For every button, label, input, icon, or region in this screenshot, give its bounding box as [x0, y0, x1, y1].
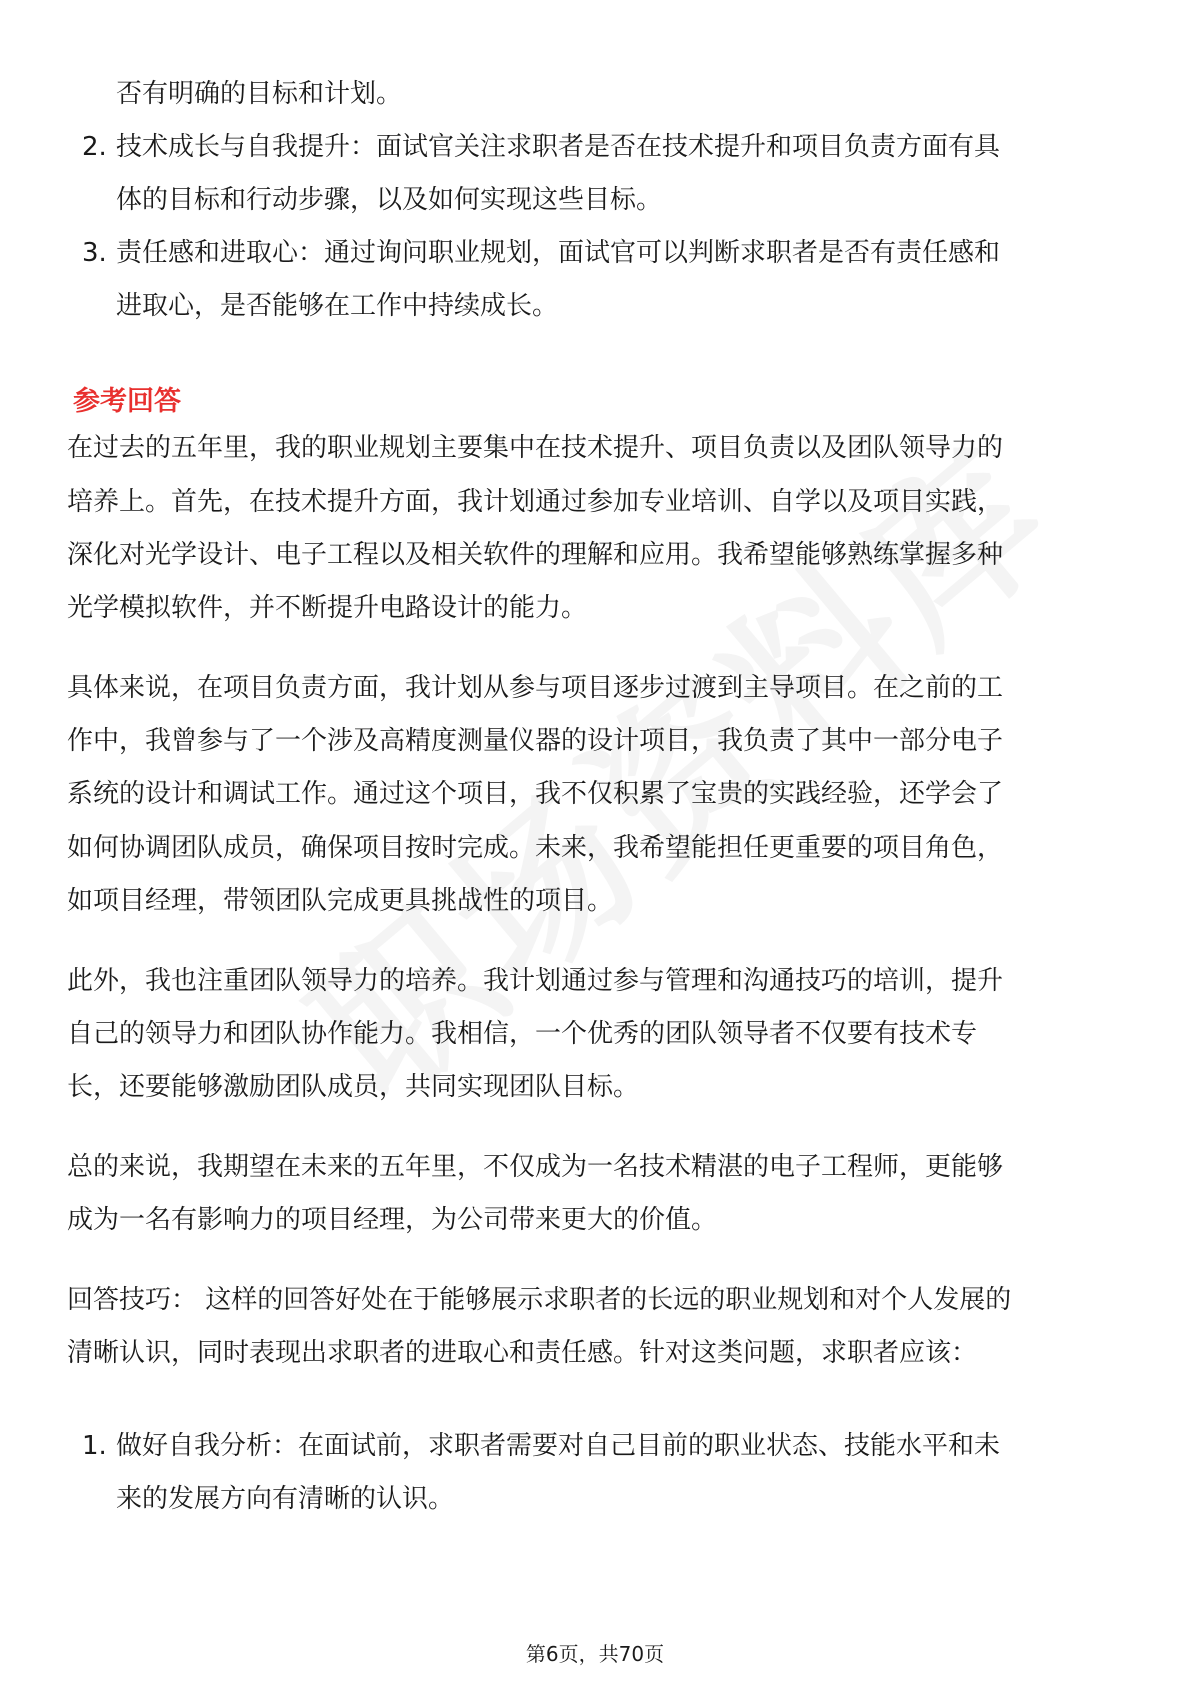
list-item-line: 责任感和进取心：通过询问职业规划，面试官可以判断求职者是否有责任感和	[116, 238, 1001, 268]
list-item-line: 技术成长与自我提升：面试官关注求职者是否在技术提升和项目负责方面有具	[116, 132, 1001, 162]
paragraph-line: 此外，我也注重团队领导力的培养。我计划通过参与管理和沟通技巧的培训，提升	[67, 966, 1004, 996]
list-item-line: 做好自我分析：在面试前，求职者需要对自己目前的职业状态、技能水平和未	[116, 1431, 1001, 1461]
list-item-line: 进取心，是否能够在工作中持续成长。	[116, 291, 559, 321]
paragraph-line: 在过去的五年里，我的职业规划主要集中在技术提升、项目负责以及团队领导力的	[67, 433, 1004, 463]
list-item-line: 来的发展方向有清晰的认识。	[116, 1484, 455, 1514]
paragraph-line: 清晰认识，同时表现出求职者的进取心和责任感。针对这类问题，求职者应该：	[67, 1338, 978, 1368]
paragraph-line: 培养上。首先，在技术提升方面，我计划通过参加专业培训、自学以及项目实践，	[67, 487, 1004, 517]
paragraph-line: 作中，我曾参与了一个涉及高精度测量仪器的设计项目，我负责了其中一部分电子	[67, 726, 1004, 756]
paragraph-line: 如项目经理，带领团队完成更具挑战性的项目。	[67, 886, 614, 916]
list-number: 1.	[82, 1431, 107, 1461]
section-heading: 参考回答	[73, 386, 181, 417]
list-number: 2.	[82, 132, 107, 162]
paragraph-line: 长，还要能够激励团队成员，共同实现团队目标。	[67, 1072, 640, 1102]
list-continuation: 否有明确的目标和计划。	[116, 79, 403, 109]
list-item-line: 体的目标和行动步骤，以及如何实现这些目标。	[116, 185, 663, 215]
paragraph-line: 系统的设计和调试工作。通过这个项目，我不仅积累了宝贵的实践经验，还学会了	[67, 779, 1004, 809]
paragraph-line: 光学模拟软件，并不断提升电路设计的能力。	[67, 593, 588, 623]
paragraph-line: 自己的领导力和团队协作能力。我相信，一个优秀的团队领导者不仅要有技术专	[67, 1019, 978, 1049]
paragraph-line: 成为一名有影响力的项目经理，为公司带来更大的价值。	[67, 1205, 718, 1235]
paragraph-line: 如何协调团队成员，确保项目按时完成。未来，我希望能担任更重要的项目角色，	[67, 833, 1004, 863]
paragraph-line: 总的来说，我期望在未来的五年里，不仅成为一名技术精湛的电子工程师，更能够	[67, 1152, 1004, 1182]
list-number: 3.	[82, 238, 107, 268]
page-number-footer: 第6页，共70页	[525, 1642, 665, 1666]
paragraph-line: 具体来说，在项目负责方面，我计划从参与项目逐步过渡到主导项目。在之前的工	[67, 673, 1004, 703]
paragraph-line: 回答技巧： 这样的回答好处在于能够展示求职者的长远的职业规划和对个人发展的	[67, 1285, 1012, 1315]
paragraph-line: 深化对光学设计、电子工程以及相关软件的理解和应用。我希望能够熟练掌握多种	[67, 540, 1004, 570]
